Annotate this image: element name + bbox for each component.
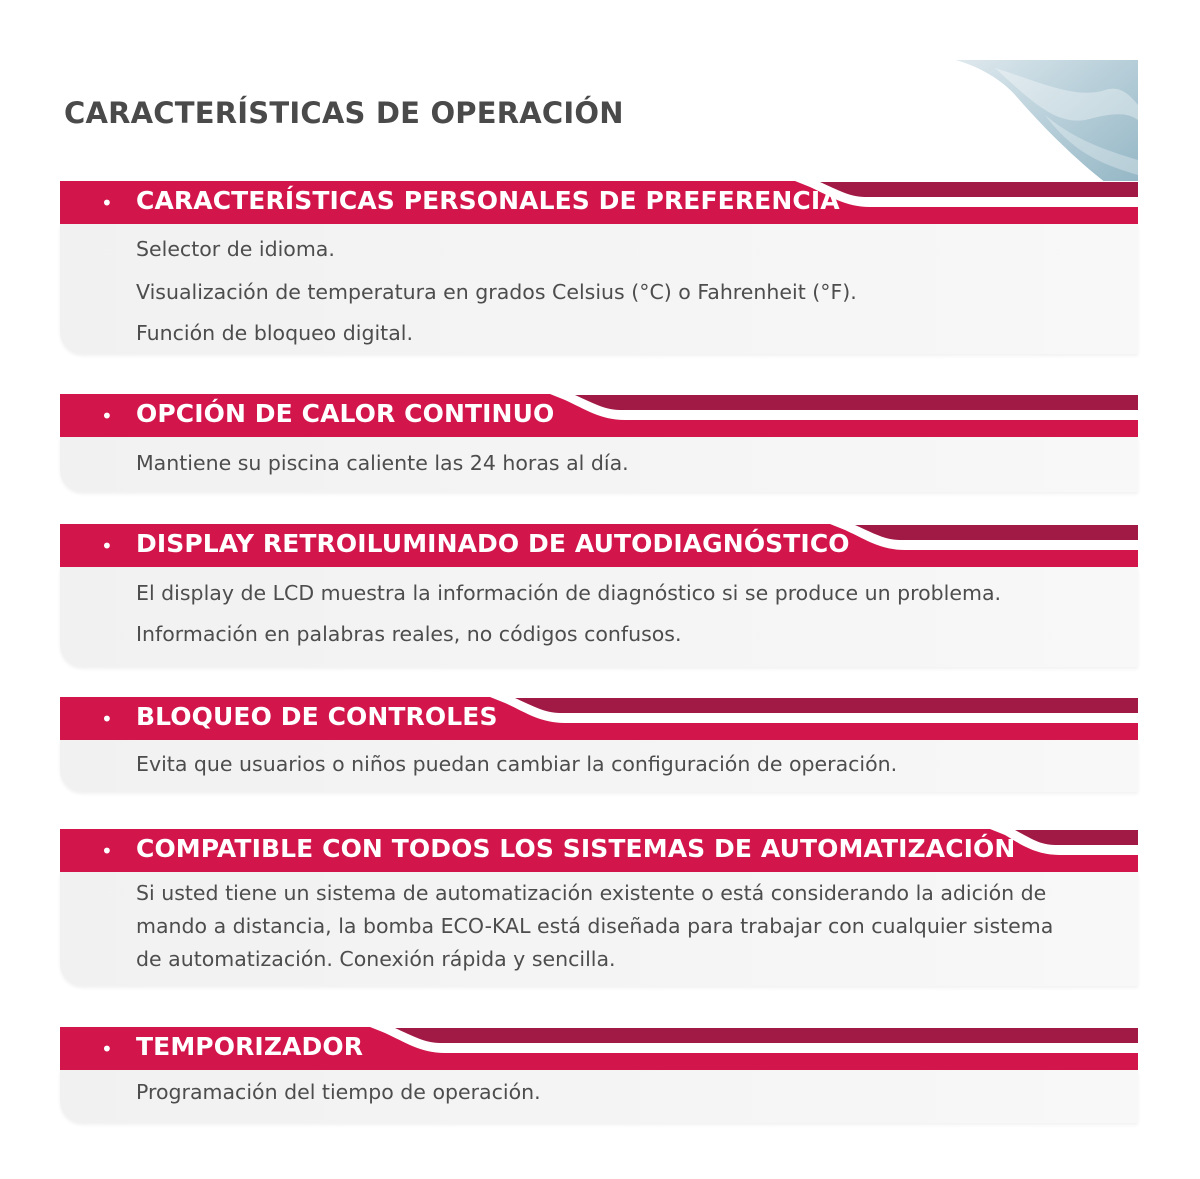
section-text-line: mando a distancia, la bomba ECO-KAL está diseñada para trabajar con cualquier sistema [136, 914, 1054, 938]
section-text-line: Evita que usuarios o niños puedan cambiar la configuración de operación. [136, 752, 898, 776]
section-text-line: Función de bloqueo digital. [136, 321, 413, 345]
section-text-line: Programación del tiempo de operación. [136, 1080, 541, 1104]
section-text-line: de automatización. Conexión rápida y sencilla. [136, 947, 616, 971]
section-header-bar [60, 394, 1138, 437]
section-header-bar [60, 181, 1138, 224]
section-header-bar [60, 1027, 1138, 1070]
section-text-line: El display de LCD muestra la información de diagnóstico si se produce un problema. [136, 581, 1002, 605]
section-text-line: Visualización de temperatura en grados Celsius (°C) o Fahrenheit (°F). [136, 280, 857, 304]
section-header-bar [60, 829, 1138, 872]
section-heading: BLOQUEO DE CONTROLES [136, 702, 498, 731]
bullet-icon: • [101, 404, 113, 428]
section-heading: DISPLAY RETROILUMINADO DE AUTODIAGNÓSTICO [136, 529, 850, 558]
bullet-icon: • [101, 707, 113, 731]
section-text-line: Mantiene su piscina caliente las 24 horas al día. [136, 451, 629, 475]
bullet-icon: • [101, 1037, 113, 1061]
page-title: CARACTERÍSTICAS DE OPERACIÓN [64, 96, 624, 130]
bullet-icon: • [101, 534, 113, 558]
section-text-line: Si usted tiene un sistema de automatización existente o está considerando la adición de [136, 881, 1047, 905]
section-heading: CARACTERÍSTICAS PERSONALES DE PREFERENCIA [136, 186, 840, 215]
section-heading: COMPATIBLE CON TODOS LOS SISTEMAS DE AUTOMATIZACIÓN [136, 834, 1016, 863]
section-heading: TEMPORIZADOR [136, 1032, 364, 1061]
bullet-icon: • [101, 839, 113, 863]
section-heading: OPCIÓN DE CALOR CONTINUO [136, 399, 555, 428]
bullet-icon: • [101, 191, 113, 215]
section-text-line: Información en palabras reales, no códigos confusos. [136, 622, 682, 646]
section-header-bar [60, 524, 1138, 567]
section-text-line: Selector de idioma. [136, 237, 335, 261]
section-header-bar [60, 697, 1138, 740]
